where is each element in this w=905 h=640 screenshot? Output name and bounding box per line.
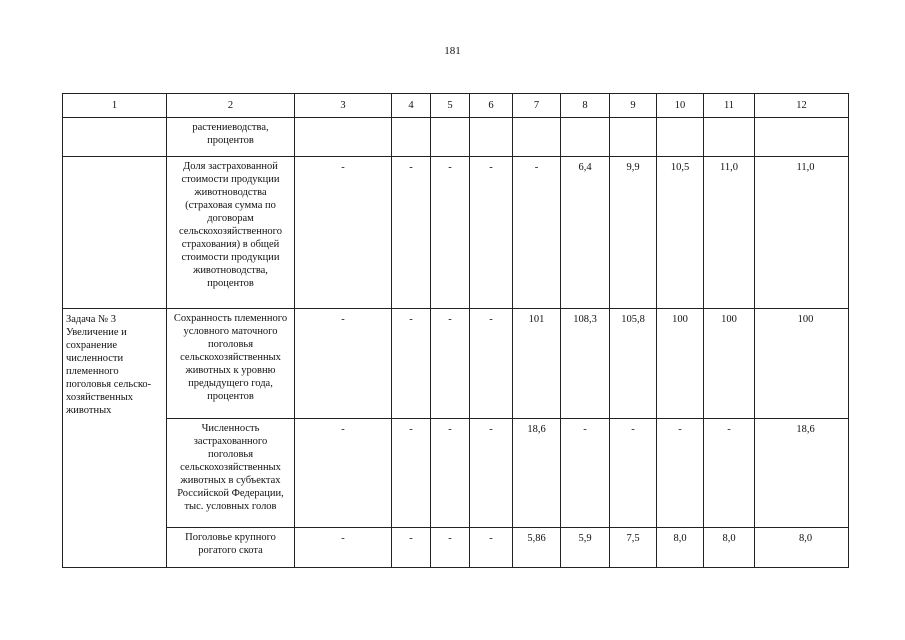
value-cell: - <box>295 528 392 568</box>
value-cell: 10,5 <box>657 157 704 309</box>
value-cell <box>513 118 561 157</box>
value-cell <box>657 118 704 157</box>
value-cell: - <box>704 419 755 528</box>
value-cell: 5,9 <box>561 528 610 568</box>
value-cell: - <box>295 157 392 309</box>
value-cell: 100 <box>755 309 849 419</box>
task-cell: Задача № 3 Увеличение и сохранение численности племенного поголовья сельско-хозяйственных животных <box>63 309 167 568</box>
value-cell: - <box>610 419 657 528</box>
indicator-cell: Численность застрахованного поголовья сельскохозяйственных животных в субъектах Российской Федерации, тыс. условных голов <box>167 419 295 528</box>
value-cell <box>431 118 470 157</box>
value-cell <box>470 118 513 157</box>
value-cell: - <box>431 419 470 528</box>
table-row <box>63 118 849 157</box>
indicator-cell: Сохранность племенного условного маточного поголовья сельскохозяйственных животных к уровню предыдущего года, процентов <box>167 309 295 419</box>
value-cell: - <box>392 528 431 568</box>
value-cell: 108,3 <box>561 309 610 419</box>
value-cell: 18,6 <box>755 419 849 528</box>
indicator-cell: растениеводства, процентов <box>167 118 295 157</box>
value-cell: - <box>431 157 470 309</box>
value-cell: 11,0 <box>755 157 849 309</box>
value-cell <box>610 118 657 157</box>
column-header: 5 <box>431 94 470 118</box>
column-header: 9 <box>610 94 657 118</box>
value-cell: - <box>392 419 431 528</box>
value-cell: - <box>561 419 610 528</box>
value-cell: 11,0 <box>704 157 755 309</box>
indicators-table <box>62 93 849 568</box>
indicator-cell: Поголовье крупного рогатого скота <box>167 528 295 568</box>
column-header: 1 <box>63 94 167 118</box>
value-cell: - <box>392 157 431 309</box>
column-header: 8 <box>561 94 610 118</box>
value-cell: - <box>470 157 513 309</box>
value-cell: 100 <box>657 309 704 419</box>
value-cell: 5,86 <box>513 528 561 568</box>
column-header: 10 <box>657 94 704 118</box>
value-cell: 9,9 <box>610 157 657 309</box>
value-cell: 8,0 <box>755 528 849 568</box>
page-number: 181 <box>444 45 461 57</box>
table-row <box>63 419 849 528</box>
value-cell: - <box>392 309 431 419</box>
value-cell <box>755 118 849 157</box>
value-cell: - <box>470 528 513 568</box>
value-cell: - <box>513 157 561 309</box>
value-cell: - <box>470 419 513 528</box>
column-header: 3 <box>295 94 392 118</box>
value-cell: 6,4 <box>561 157 610 309</box>
indicator-cell: Доля застрахованной стоимости продукции животноводства (страховая сумма по договорам сельскохозяйственного страхования) в общей стоимости продукции животноводства, процентов <box>167 157 295 309</box>
header-row <box>63 94 849 118</box>
value-cell: - <box>431 309 470 419</box>
column-header: 4 <box>392 94 431 118</box>
task-cell <box>63 157 167 309</box>
value-cell <box>561 118 610 157</box>
value-cell: 8,0 <box>657 528 704 568</box>
value-cell: - <box>657 419 704 528</box>
value-cell: - <box>295 419 392 528</box>
value-cell: 105,8 <box>610 309 657 419</box>
value-cell <box>392 118 431 157</box>
value-cell: - <box>295 309 392 419</box>
value-cell: 8,0 <box>704 528 755 568</box>
column-header: 2 <box>167 94 295 118</box>
value-cell: 7,5 <box>610 528 657 568</box>
table-row <box>63 528 849 568</box>
value-cell: 100 <box>704 309 755 419</box>
column-header: 12 <box>755 94 849 118</box>
table-row <box>63 309 849 419</box>
value-cell <box>704 118 755 157</box>
column-header: 6 <box>470 94 513 118</box>
value-cell: - <box>431 528 470 568</box>
task-cell <box>63 118 167 157</box>
value-cell: 18,6 <box>513 419 561 528</box>
value-cell <box>295 118 392 157</box>
column-header: 11 <box>704 94 755 118</box>
column-header: 7 <box>513 94 561 118</box>
value-cell: - <box>470 309 513 419</box>
table-row <box>63 157 849 309</box>
value-cell: 101 <box>513 309 561 419</box>
